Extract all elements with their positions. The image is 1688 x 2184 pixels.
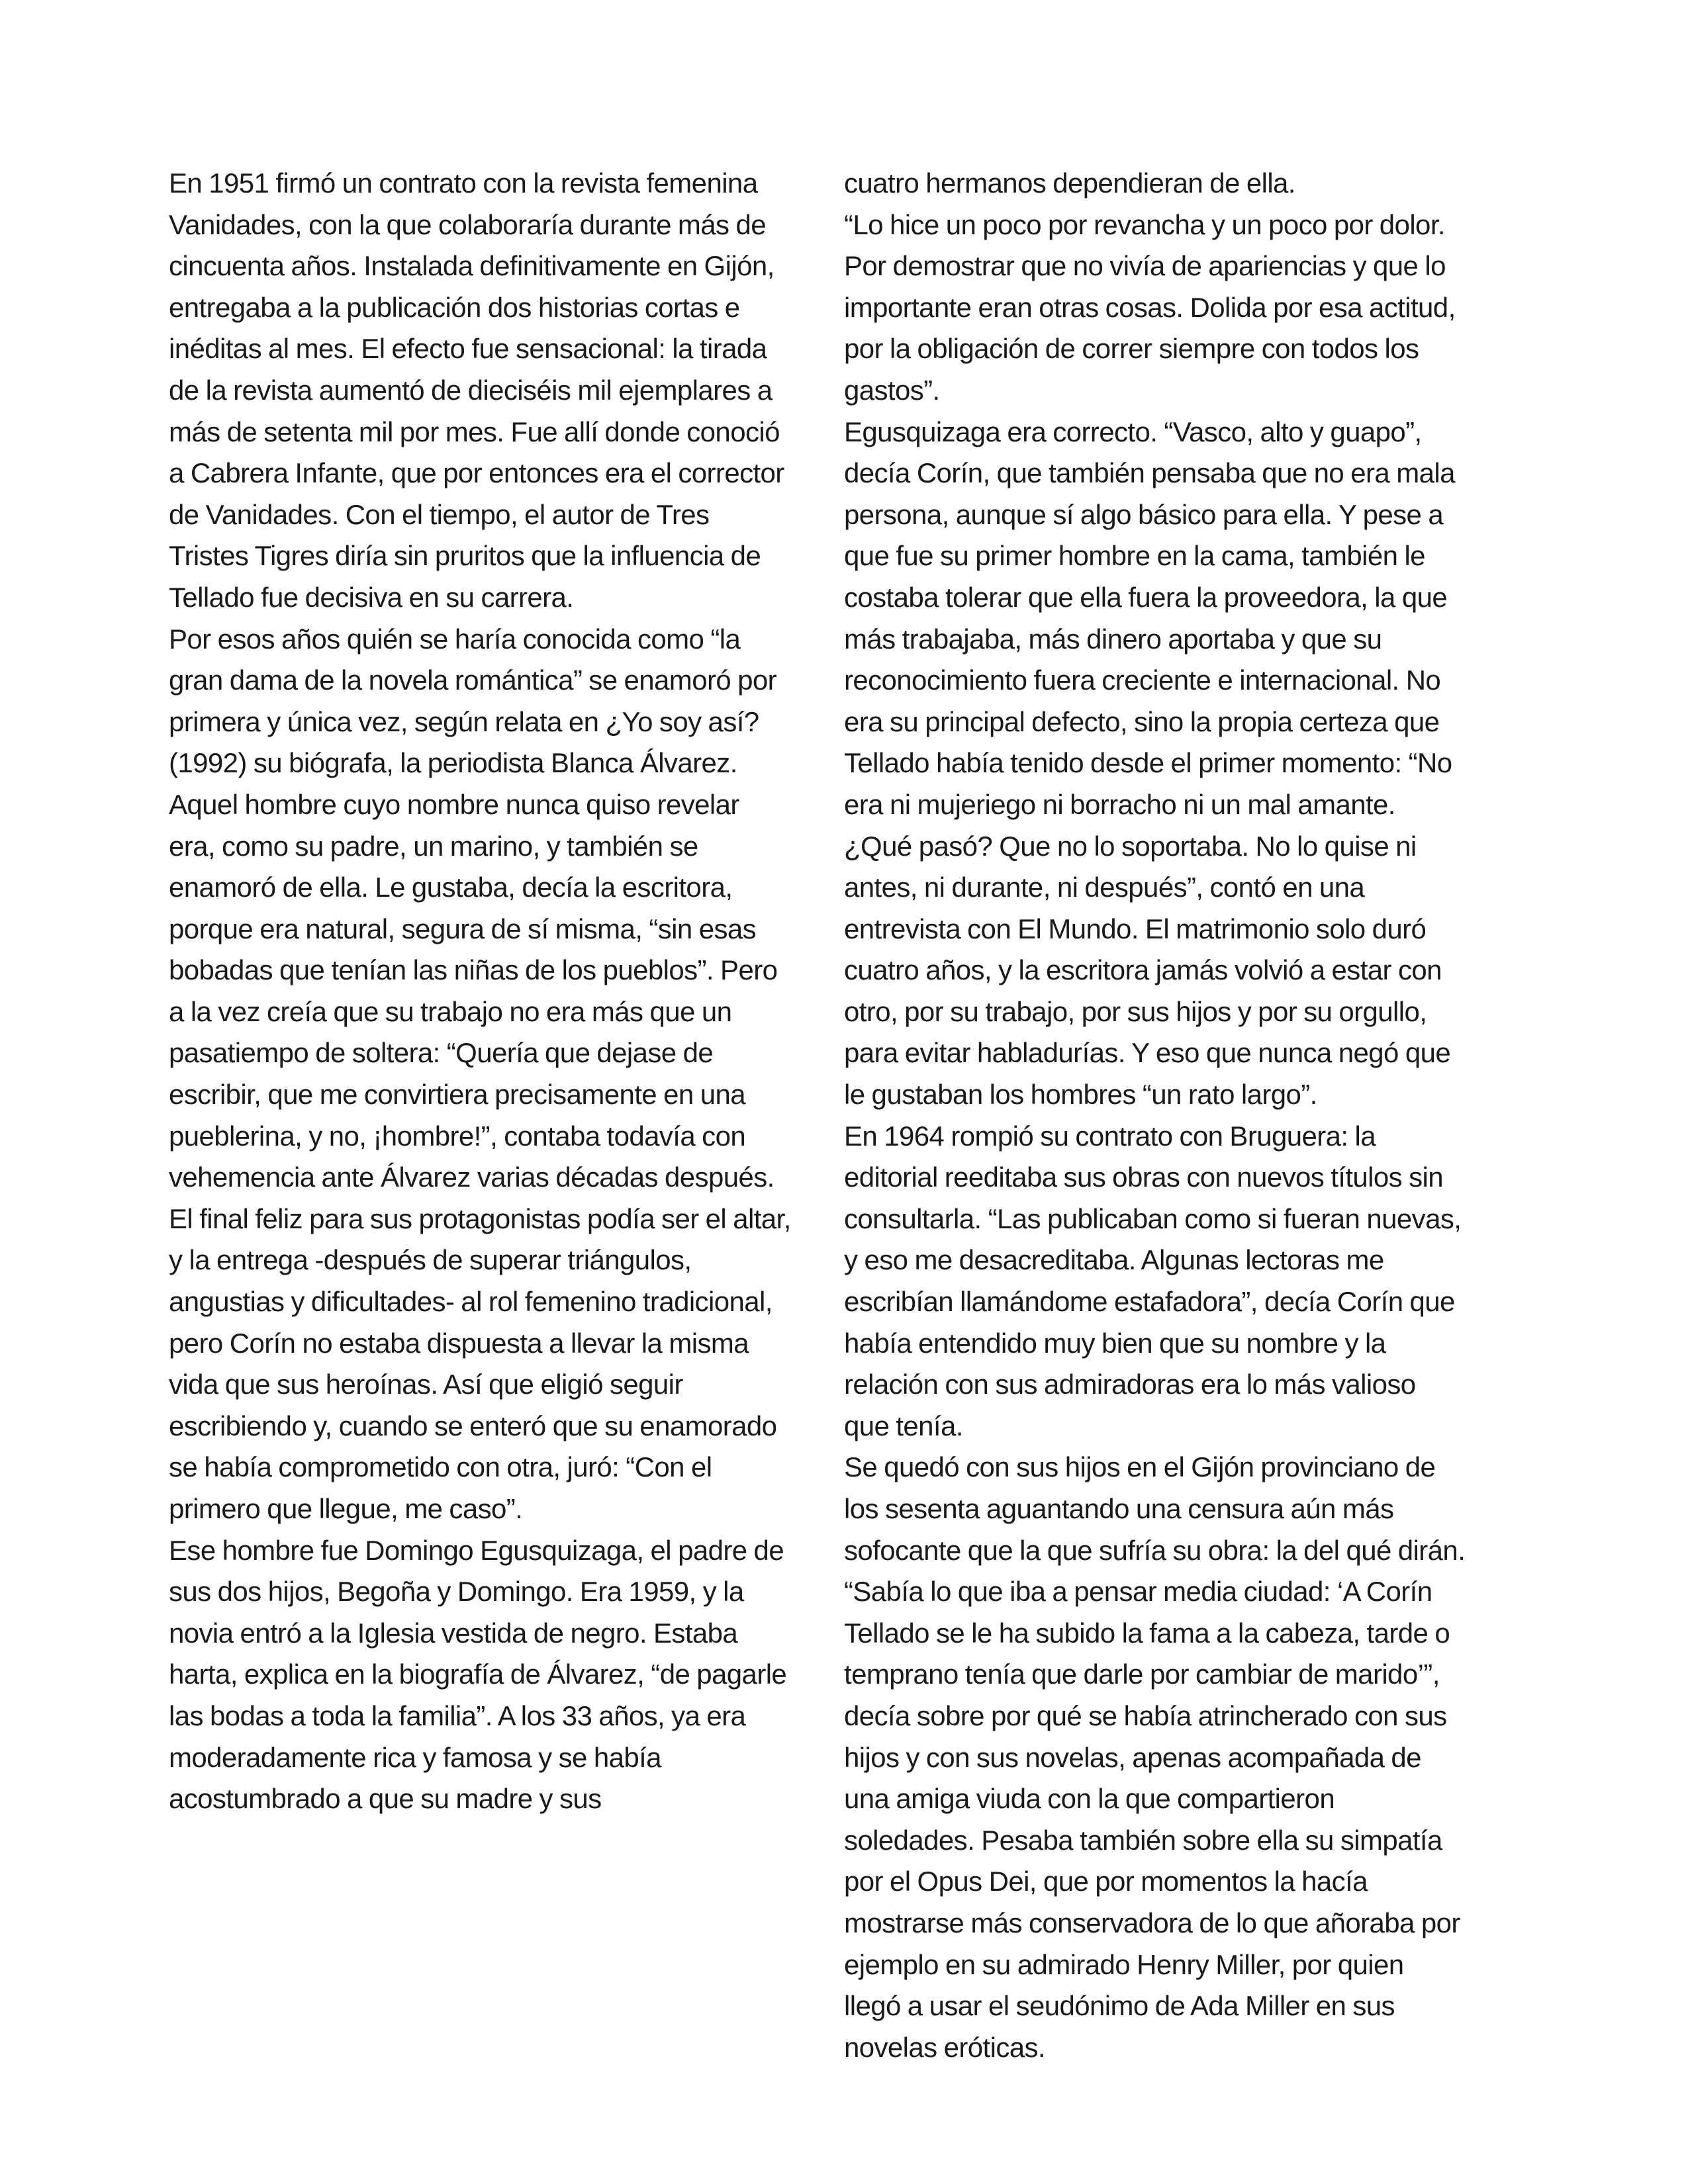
paragraph: Ese hombre fue Domingo Egusquizaga, el padre de sus dos hijos, Begoña y Domingo. Era 1959, y la novia entró a la Iglesia vestida de negro. Estaba harta, explica en la biografía de Álvarez, “de pagarle las bodas a toda la familia”. A los 33 años, ya era moderadamente rica y famosa y se había acostumbrado a que su madre y sus	[169, 1534, 787, 1815]
paragraph: cuatro hermanos dependieran de ella.	[844, 167, 1295, 199]
paragraph: Egusquizaga era correcto. “Vasco, alto y guapo”, decía Corín, que también pensaba que no era mala persona, aunque sí algo básico para ella. Y pese a que fue su primer hombre en la cama, también le costaba tolerar que ella fuera la proveedora, la que más trabajaba, más dinero aportaba y que su reconocimiento fuera creciente e internacional. No era su principal defecto, sino la propia certeza que Tellado había tenido desde el primer momento: “No era ni mujeriego ni borracho ni un mal amante. ¿Qué pasó? Que no lo soportaba. No lo quise ni antes, ni durante, ni después”, contó en una entrevista con El Mundo. El matrimonio solo duró cuatro años, y la escritora jamás volvió a estar con otro, por su trabajo, por sus hijos y por su orgullo, para evitar habladurías. Y eso que nunca negó que le gustaban los hombres “un rato largo”.	[844, 416, 1455, 1111]
paragraph: El final feliz para sus protagonistas podía ser el altar, y la entrega -después de superar triángulos, angustias y dificultades- al rol femenino tradicional, pero Corín no estaba dispuesta a llevar la misma vida que sus heroínas. Así que eligió seguir escribiendo y, cuando se enteró que su enamorado se había comprometido con otra, juró: “Con el primero que llegue, me caso”.	[169, 1203, 791, 1524]
paragraph: En 1951 firmó un contrato con la revista femenina Vanidades, con la que colaboraría durante más de cincuenta años. Instalada definitivamente en Gijón, entregaba a la publicación dos historias cortas e inéditas al mes. El efecto fue sensacional: la tirada de la revista aumentó de dieciséis mil ejemplares a más de setenta mil por mes. Fue allí donde conoció a Cabrera Infante, que por entonces era el corrector de Vanidades. Con el tiempo, el autor de Tres Tristes Tigres diría sin pruritos que la influencia de Tellado fue decisiva en su carrera.	[169, 167, 784, 613]
paragraph: Se quedó con sus hijos en el Gijón provinciano de los sesenta aguantando una censura aún más sofocante que la que sufría su obra: la del qué dirán. “Sabía lo que iba a pensar media ciudad: ‘A Corín Tellado se le ha subido la fama a la cabeza, tarde o temprano tenía que darle por cambiar de marido’”, decía sobre por qué se había atrincherado con sus hijos y con sus novelas, apenas acompañada de una amiga viuda con la que compartieron soledades. Pesaba también sobre ella su simpatía por el Opus Dei, que por momentos la hacía mostrarse más conservadora de lo que añoraba por ejemplo en su admirado Henry Miller, por quien llegó a usar el seudónimo de Ada Miller en sus novelas eróticas.	[844, 1451, 1466, 2063]
paragraph: “Lo hice un poco por revancha y un poco por dolor. Por demostrar que no vivía de apariencias y que lo importante eran otras cosas. Dolida por esa actitud, por la obligación de correr siempre con todos los gastos”.	[844, 208, 1456, 406]
paragraph: Por esos años quién se haría conocida como “la gran dama de la novela romántica” se enamoró por primera y única vez, según relata en ¿Yo soy así? (1992) su biógrafa, la periodista Blanca Álvarez. Aquel hombre cuyo nombre nunca quiso revelar era, como su padre, un marino, y también se enamoró de ella. Le gustaba, decía la escritora, porque era natural, segura de sí misma, “sin esas bobadas que tenían las niñas de los pueblos”. Pero a la vez creía que su trabajo no era más que un pasatiempo de soltera: “Quería que dejase de escribir, que me convirtiera precisamente en una pueblerina, y no, ¡hombre!”, contaba todavía con vehemencia ante Álvarez varias décadas después.	[169, 623, 778, 1193]
paragraph: En 1964 rompió su contrato con Bruguera: la editorial reeditaba sus obras con nuevos títulos sin consultarla. “Las publicaban como si fueran nuevas, y eso me desacreditaba. Algunas lectoras me escribían llamándome estafadora”, decía Corín que había entendido muy bien que su nombre y la relación con sus admiradoras era lo más valioso que tenía.	[844, 1120, 1462, 1441]
right-column	[844, 163, 1466, 2068]
left-column	[169, 163, 791, 1820]
